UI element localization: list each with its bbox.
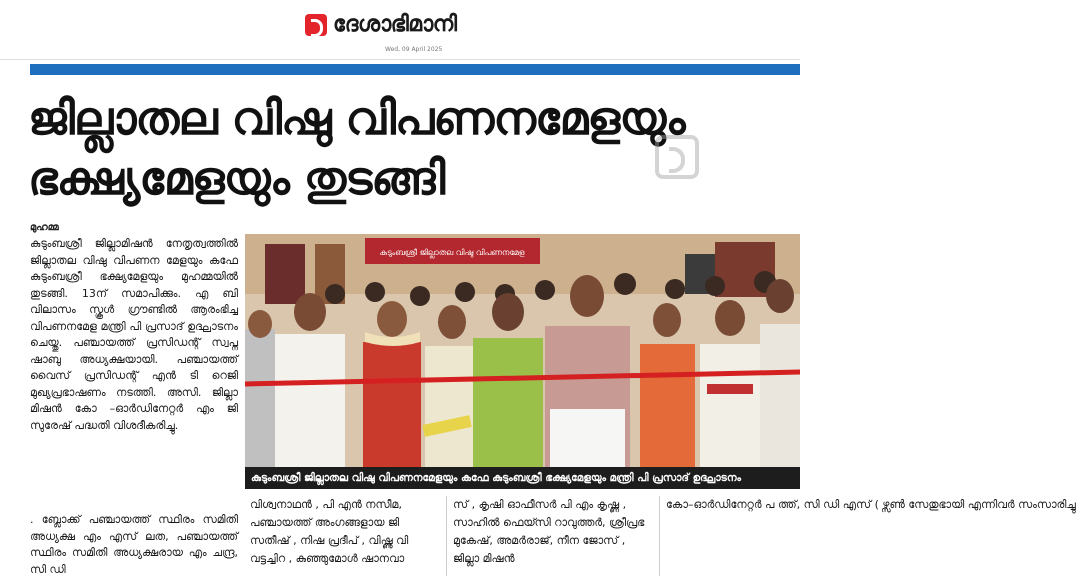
headline-line-2: ഭക്ഷ്യമേളയും തുടങ്ങി <box>28 151 445 205</box>
news-photo <box>245 234 800 467</box>
masthead-divider <box>0 59 800 60</box>
article-paragraph: കുടുംബശ്രീ ജില്ലാമിഷൻ നേതൃത്വത്തിൽ ജില്ലാതല വിഷു വിപണന മേളയും കഫേ കുടുംബശ്രീ ഭക്ഷ്യമേളയും മുഹമ്മയിൽ തുടങ്ങി. 13ന് സമാപിക്കും. എ ബി വിലാസം സ്കൂൾ ഗ്രൗണ്ടിൽ ആരംഭിച്ച വിപണനമേള മന്ത്രി പി പ്രസാദ് ഉദ്ഘാടനം ചെയ്തു. പഞ്ചായത്ത് പ്രസിഡന്റ് സ്വപ്ന ഷാബു അധ്യക്ഷയായി. പഞ്ചായത്ത് വൈസ് പ്രസിഡന്റ് എൻ ടി റെജി മുഖ്യപ്രഭാഷണം നടത്തി. അസി. ജില്ലാ മിഷൻ കോ –ഓർഡിനേറ്റർ എം ജി സുരേഷ് പദ്ധതി വിശദീകരിച്ചു. <box>30 237 238 432</box>
section-rule <box>30 64 800 75</box>
photo-caption: കുടുംബശ്രീ ജില്ലാതല വിഷു വിപണനമേളയും കഫേ കുടുംബശ്രീ ഭക്ഷ്യമേളയും മന്ത്രി പി പ്രസാദ് ഉദ്ഘാടനം <box>245 467 800 489</box>
column-divider <box>659 496 660 576</box>
masthead <box>0 0 800 58</box>
edition-date: Wed, 09 April 2025 <box>385 46 443 53</box>
article-column-b2: സ് , കൃഷി ഓഫീസർ പി എം കൃഷ്ണ , സാഹിൽ ഫെയ്സി റാവുത്തർ, ശ്രീപ്രഭ മുകേഷ്, അമർരാജ്, നീന ജോസ് , ജില്ലാ മിഷൻ <box>453 498 645 565</box>
article-column-b1: വിശ്വനാഥൻ , പി എൻ നസീമ, പഞ്ചായത്ത് അംഗങ്ങളായ ജി സതീഷ് , നിഷ പ്രദീപ് , വിഷ്ണു വി വട്ടച്ചിറ , കുഞ്ഞുമോൾ ഷാനവാ <box>250 498 409 565</box>
stage-banner-text: കുടുംബശ്രീ ജില്ലാതല വിഷു വിപണനമേള <box>379 248 525 257</box>
article-column-left <box>30 236 238 436</box>
column-divider <box>446 496 447 576</box>
newspaper-logo <box>305 12 457 37</box>
headline-line-1: ജില്ലാതല വിഷു വിപണനമേളയും <box>28 91 685 145</box>
inauguration-photo <box>245 234 800 467</box>
article-column-left-continued <box>30 512 238 578</box>
deshabhimani-logo-icon <box>305 14 327 36</box>
article-paragraph: . ബ്ലോക്ക് പഞ്ചായത്ത് സ്ഥിരം സമിതി അധ്യക്ഷ എം എസ് ലത, പഞ്ചായത്ത് സ്ഥിരം സമിതി അധ്യക്ഷരായ എം ചന്ദ്ര, സി ഡി <box>30 513 238 576</box>
deshabhimani-watermark-icon <box>655 135 699 179</box>
dateline: മുഹമ്മ <box>30 222 59 233</box>
article-column-b3: കോ–ഓർഡിനേറ്റർ പ ത്ത്, സി ഡി എസ് ( ഴ്സൺ സേതുഭായി എന്നിവർ സംസാരിച്ചു <box>666 498 1076 511</box>
newspaper-title: ദേശാഭിമാനി <box>333 12 457 37</box>
